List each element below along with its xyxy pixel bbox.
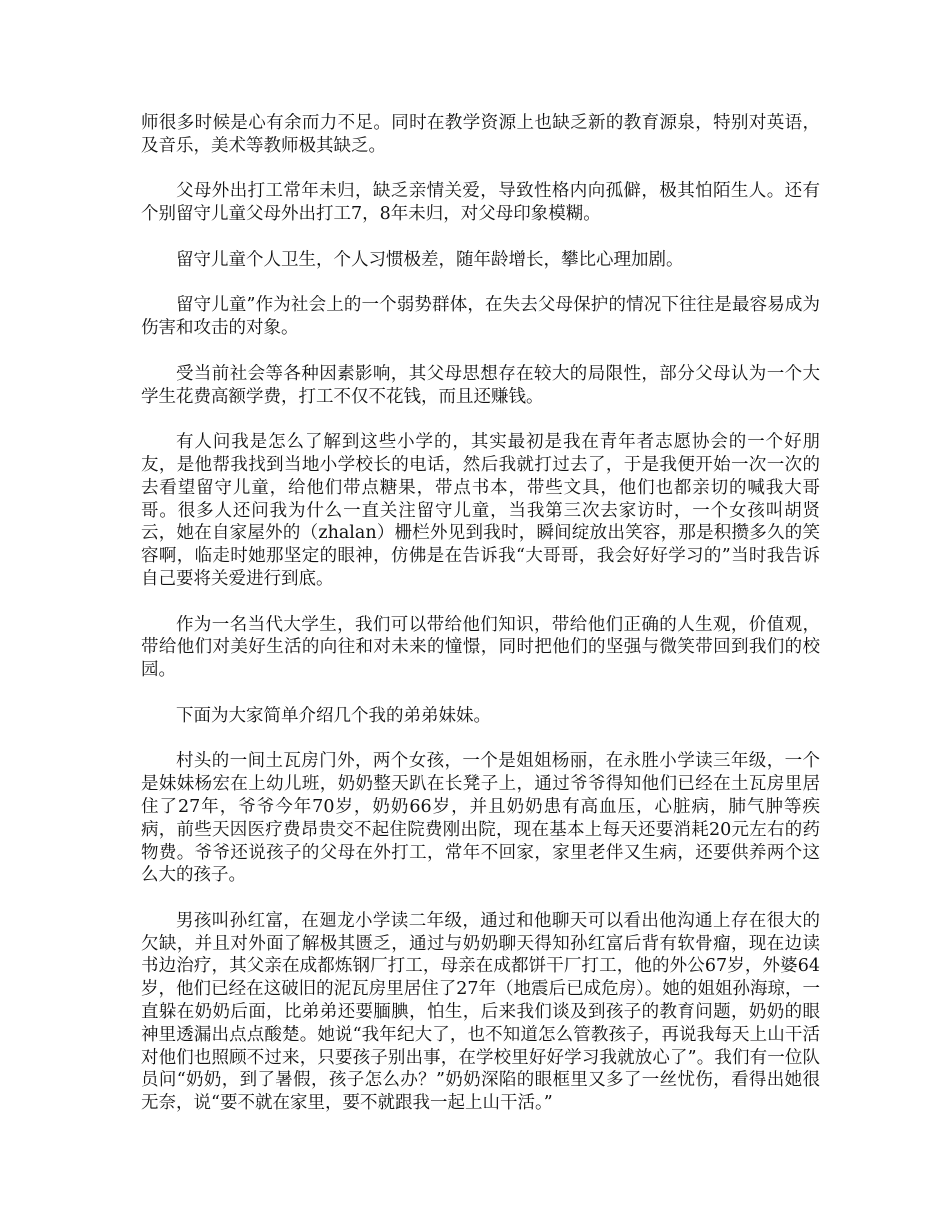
paragraph-4: 留守儿童”作为社会上的一个弱势群体，在失去父母保护的情况下往往是最容易成为伤害和攻击的对象。 xyxy=(141,295,820,339)
paragraph-9: 村头的一间土瓦房门外，两个女孩，一个是姐姐杨丽，在永胜小学读三年级，一个是妹妹杨宏在上幼儿班，奶奶整天趴在长凳子上，通过爷爷得知他们已经在土瓦房里居住了27年，爷爷今年70岁，奶奶66岁，并且奶奶患有高血压，心脏病，肺气肿等疾病，前些天因医疗费昂贵交不起住院费刚出院，现在基本上每天还要消耗20元左右的药物费。爷爷还说孩子的父母在外打工，常年不回家，家里老伴又生病，还要供养两个这么大的孩子。 xyxy=(141,751,820,886)
paragraph-3: 留守儿童个人卫生，个人习惯极差，随年龄增长，攀比心理加剧。 xyxy=(176,249,684,270)
paragraph-8: 下面为大家简单介绍几个我的弟弟妹妹。 xyxy=(176,705,491,726)
paragraph-5: 受当前社会等各种因素影响，其父母思想存在较大的局限性，部分父母认为一个大学生花费高额学费，打工不仅不花钱，而且还赚钱。 xyxy=(141,363,820,407)
paragraph-1: 师很多时候是心有余而力不足。同时在教学资源上也缺乏新的教育源泉，特别对英语，及音乐，美术等教师极其缺乏。 xyxy=(141,113,820,156)
paragraph-7: 作为一名当代大学生，我们可以带给他们知识，带给他们正确的人生观，价值观，带给他们对美好生活的向往和对未来的憧憬，同时把他们的坚强与微笑带回到我们的校园。 xyxy=(141,614,820,681)
paragraph-2: 父母外出打工常年未归，缺乏亲情关爱，导致性格内向孤僻，极其怕陌生人。还有个别留守儿童父母外出打工7，8年未归，对父母印象模糊。 xyxy=(141,181,820,225)
paragraph-6: 有人问我是怎么了解到这些小学的，其实最初是我在青年者志愿协会的一个好朋友，是他帮我找到当地小学校长的电话，然后我就打过去了，于是我便开始一次一次的去看望留守儿童，给他们带点糖果，带点书本，带些文具，他们也都亲切的喊我大哥哥。很多人还问我为什么一直关注留守儿童，当我第三次去家访时，一个女孩叫胡贤云，她在自家屋外的（zhalan）栅栏外见到我时，瞬间绽放出笑容，那是积攒多久的笑容啊，临走时她那坚定的眼神，仿佛是在告诉我“大哥哥，我会好好学习的”当时我告诉自己要将关爱进行到底。 xyxy=(141,432,820,589)
paragraph-10: 男孩叫孙红富，在廻龙小学读二年级，通过和他聊天可以看出他沟通上存在很大的欠缺，并且对外面了解极其匮乏，通过与奶奶聊天得知孙红富后背有软骨瘤，现在边读书边治疗，其父亲在成都炼钢厂打工，母亲在成都饼干厂打工，他的外公67岁，外婆64岁，他们已经在这破旧的泥瓦房里居住了27年（地震后已成危房）。她的姐姐孙海琼，一直躲在奶奶后面，比弟弟还要腼腆，怕生，后来我们谈及到孩子的教育问题，奶奶的眼神里透漏出点点酸楚。她说“我年纪大了，也不知道怎么管教孩子，再说我每天上山干活对他们也照顾不过来，只要孩子别出事，在学校里好好学习我就放心了”。我们有一位队员问“奶奶，到了暑假，孩子怎么办？”奶奶深陷的眼框里又多了一丝忧伤，看得出她很无奈，说“要不就在家里，要不就跟我一起上山干活。” xyxy=(141,910,820,1114)
